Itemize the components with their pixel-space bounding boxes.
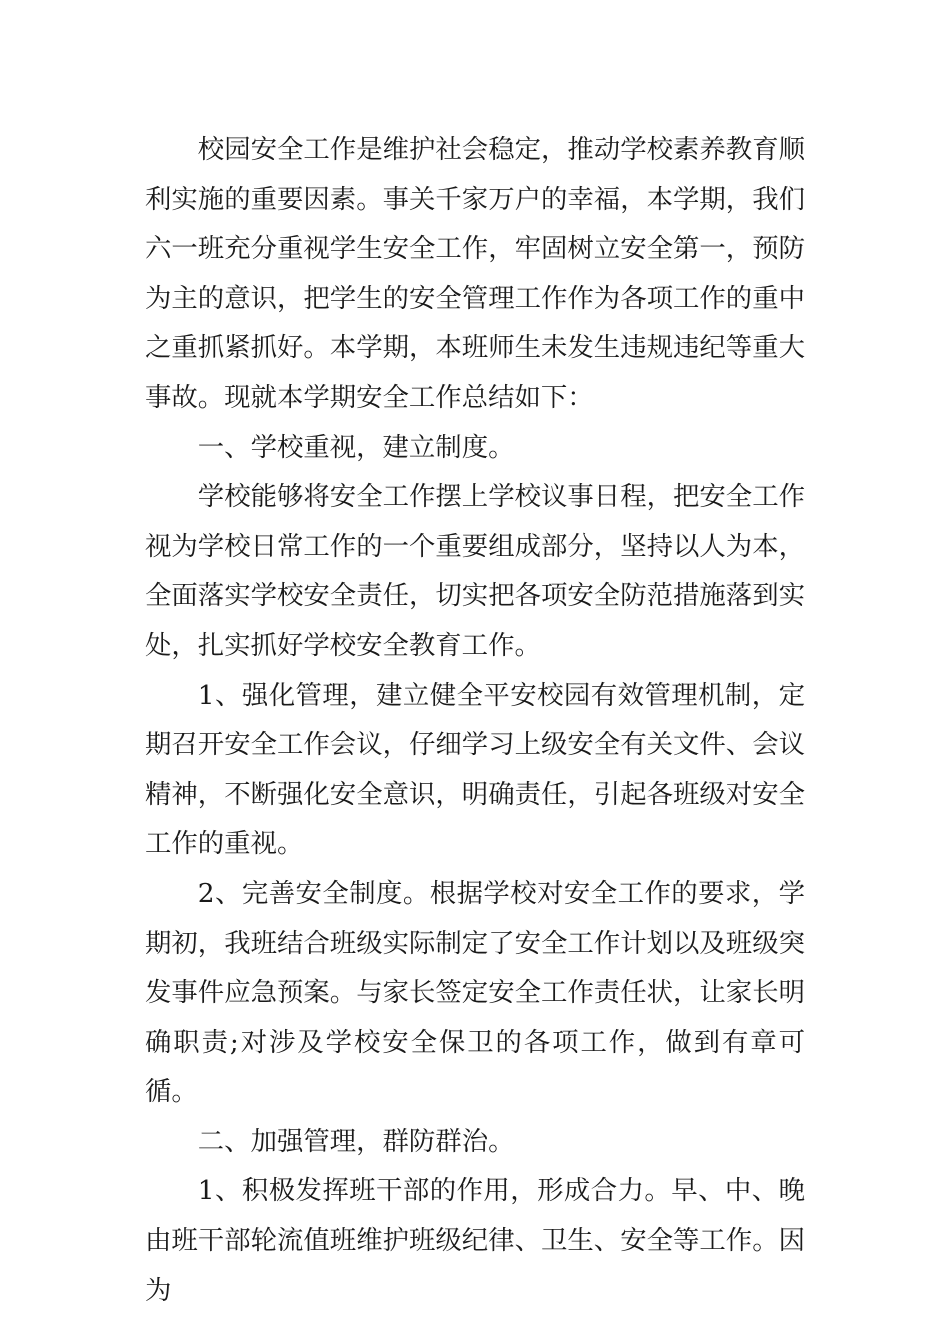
heading-section-2: 二、加强管理，群防群治。 [197,1125,515,1157]
paragraph-intro: 校园安全工作是维护社会稳定，推动学校素养教育顺利实施的重要因素。事关千家万户的幸福，本学期，我们六一班充分重视学生安全工作，牢固树立安全第一，预防为主的意识，把学生的安全管理工作作为各项工作的重中之重抓紧抓好。本学期，本班师生未发生违规违纪等重大事故。现就本学期安全工作总结如下： [145,134,805,413]
document-body [145,125,805,1315]
paragraph-section-2-item-1: 1、积极发挥班干部的作用，形成合力。早、中、晚由班干部轮流值班维护班级纪律、卫生、安全等工作。因为 [145,1175,805,1306]
paragraph-item-1: 1、强化管理，建立健全平安校园有效管理机制，定期召开安全工作会议，仔细学习上级安全有关文件、会议精神，不断强化安全意识，明确责任，引起各班级对安全工作的重视。 [145,679,805,860]
heading-section-1: 一、学校重视，建立制度。 [197,431,515,463]
paragraph-item-2: 2、完善安全制度。根据学校对安全工作的要求，学期初，我班结合班级实际制定了安全工作计划以及班级突发事件应急预案。与家长签定安全工作责任状，让家长明确职责;对涉及学校安全保卫的各项工作，做到有章可循。 [145,877,805,1108]
paragraph-section-1-body: 学校能够将安全工作摆上学校议事日程，把安全工作视为学校日常工作的一个重要组成部分，坚持以人为本，全面落实学校安全责任，切实把各项安全防范措施落到实处，扎实抓好学校安全教育工作。 [145,481,805,661]
